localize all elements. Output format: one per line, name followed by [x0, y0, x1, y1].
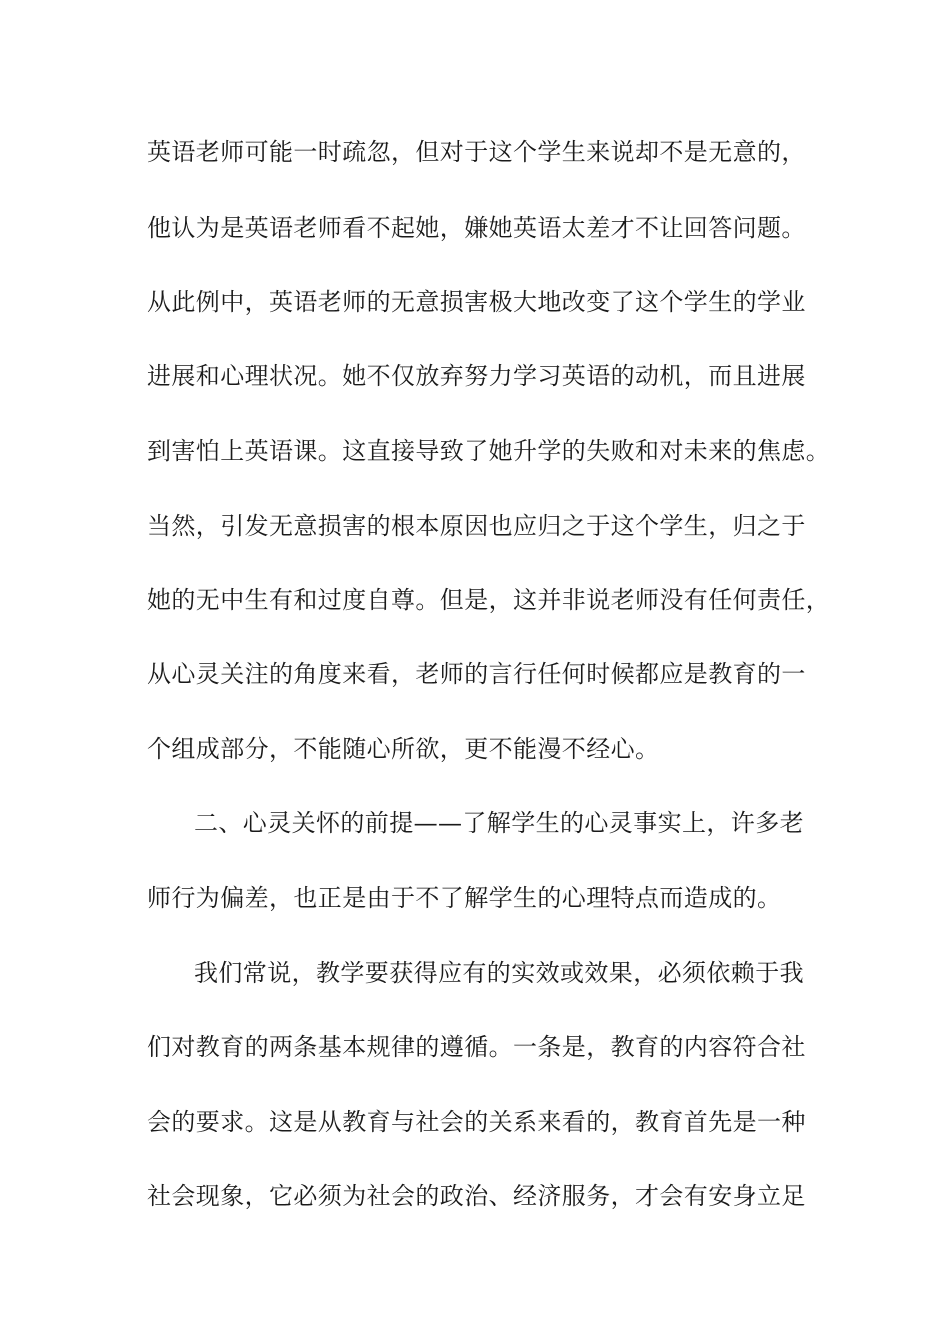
- text-line-3: 从此例中，英语老师的无意损害极大地改变了这个学生的学业: [147, 288, 806, 316]
- text-line-13: 们对教育的两条基本规律的遵循。一条是，教育的内容符合社: [147, 1033, 806, 1061]
- text-line-4: 进展和心理状况。她不仅放弃努力学习英语的动机，而且进展: [147, 362, 806, 390]
- text-line-15: 社会现象，它必须为社会的政治、经济服务，才会有安身立足: [147, 1182, 806, 1210]
- text-line-6: 当然，引发无意损害的根本原因也应归之于这个学生，归之于: [147, 512, 806, 540]
- text-line-11: 师行为偏差，也正是由于不了解学生的心理特点而造成的。: [147, 884, 782, 912]
- text-line-8: 从心灵关注的角度来看，老师的言行任何时候都应是教育的一: [147, 660, 806, 688]
- text-line-5: 到害怕上英语课。这直接导致了她升学的失败和对未来的焦虑。: [147, 437, 831, 465]
- text-line-14: 会的要求。这是从教育与社会的关系来看的，教育首先是一种: [147, 1108, 806, 1136]
- paragraph-start-line: 我们常说，教学要获得应有的实效或效果，必须依赖于我: [194, 959, 804, 987]
- text-line-7: 她的无中生有和过度自尊。但是，这并非说老师没有任何责任，: [147, 586, 831, 614]
- text-line-1: 英语老师可能一时疏忽，但对于这个学生来说却不是无意的，: [147, 138, 806, 166]
- text-line-9: 个组成部分，不能随心所欲，更不能漫不经心。: [147, 735, 660, 763]
- text-line-2: 他认为是英语老师看不起她，嫌她英语太差才不让回答问题。: [147, 214, 806, 242]
- section-heading-line: 二、心灵关怀的前提——了解学生的心灵事实上，许多老: [194, 809, 804, 837]
